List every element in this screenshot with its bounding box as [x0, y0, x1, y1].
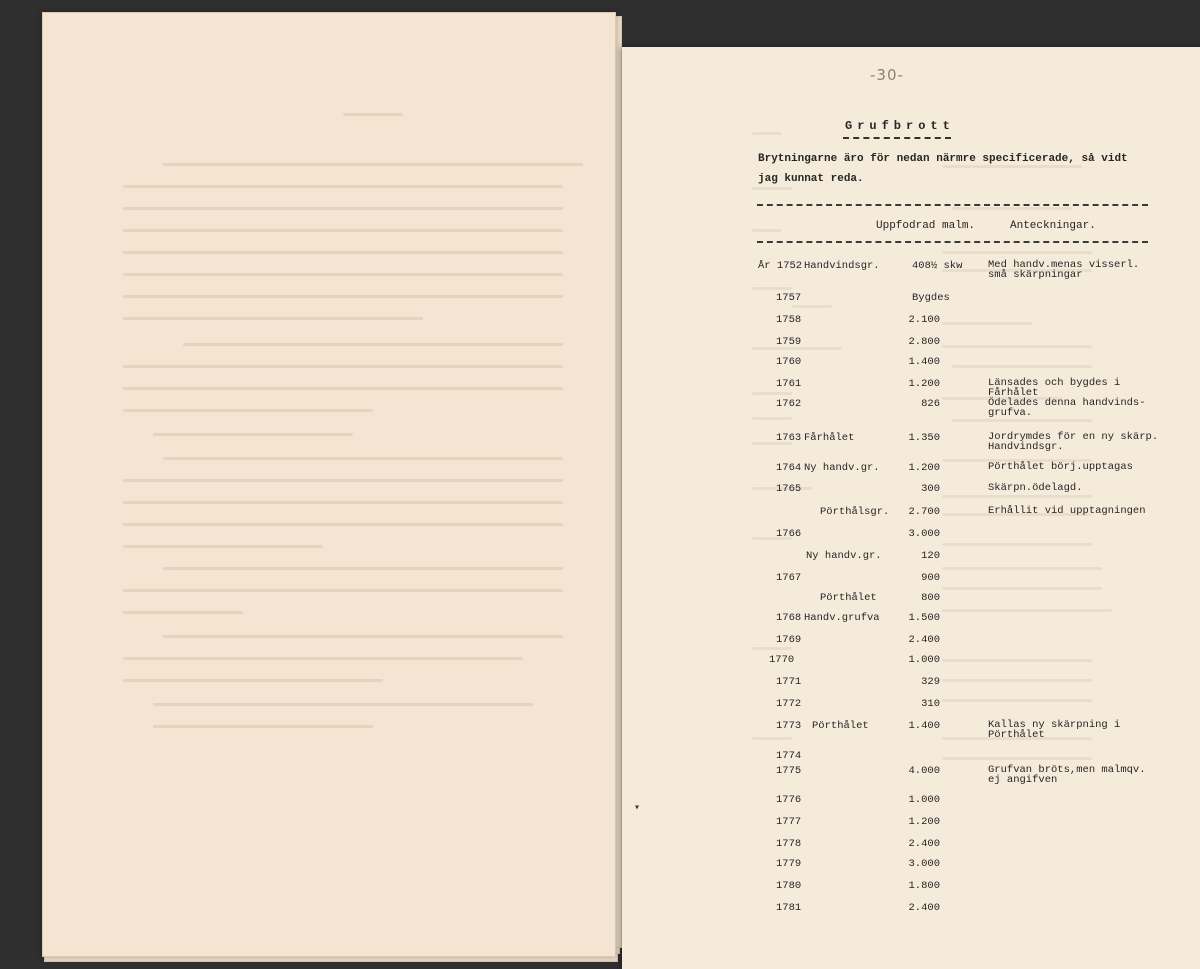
bleed-line [752, 647, 792, 650]
row-year: 1772 [776, 698, 802, 710]
bleed-line [163, 163, 583, 166]
row-amount: 1.000 [908, 654, 941, 666]
left-page [42, 12, 616, 957]
row-amount: 1.200 [908, 378, 941, 390]
bleed-line [123, 611, 243, 614]
bleed-line [752, 737, 792, 740]
row-year: 1769 [776, 634, 802, 646]
row-place: Pörthålsgr. [820, 506, 890, 518]
row-year: 1766 [776, 528, 802, 540]
bleed-line [942, 757, 1092, 760]
bleed-line [163, 457, 563, 460]
row-amount: 2.700 [908, 506, 941, 518]
bleed-line [163, 567, 563, 570]
row-year: 1777 [776, 816, 802, 828]
bleed-line [942, 345, 1092, 348]
bleed-line [153, 433, 353, 436]
row-note-line: Länsades och bygdes i [988, 377, 1121, 389]
row-amount: 300 [921, 483, 940, 495]
bleed-line [123, 365, 563, 368]
row-note-line: Fårhålet [988, 387, 1039, 399]
bleed-line [752, 417, 792, 420]
page-number: -30- [870, 66, 904, 84]
bleed-line [952, 419, 1092, 422]
row-place: Pörthålet [820, 592, 877, 604]
bleed-line [942, 322, 1032, 325]
bleed-line [942, 699, 1092, 702]
row-note-line: Kallas ny skärpning i [988, 719, 1121, 731]
row-year: 1764 [776, 462, 802, 474]
row-year: År 1752 [758, 260, 803, 272]
row-year: 1781 [776, 902, 802, 914]
row-year: 1774 [776, 750, 802, 762]
row-amount: 2.800 [908, 336, 941, 348]
bleed-line [123, 251, 563, 254]
row-amount: 800 [921, 592, 940, 604]
row-amount: 2.100 [908, 314, 941, 326]
column-header-ore: Uppfodrad malm. [876, 220, 976, 232]
row-place: Ny handv.gr. [804, 462, 880, 474]
row-note [988, 432, 1158, 452]
bleed-line [123, 523, 563, 526]
row-amount: 1.200 [908, 462, 941, 474]
bleed-line [792, 305, 832, 308]
bleed-line [123, 501, 563, 504]
row-note [988, 398, 1146, 418]
row-note [988, 483, 1083, 493]
row-amount: 329 [921, 676, 940, 688]
row-amount: 2.400 [908, 838, 941, 850]
row-note-line: Jordrymdes för en ny skärp. [988, 431, 1159, 443]
row-note-line: Erhållit vid upptagningen [988, 505, 1146, 517]
table-header-rule [757, 241, 1148, 243]
row-note [988, 720, 1120, 740]
row-amount: 1.400 [908, 720, 941, 732]
row-amount: 826 [921, 398, 940, 410]
bleed-line [183, 343, 563, 346]
page-title: Grufbrott [845, 119, 955, 133]
bleed-line [952, 207, 1072, 210]
row-year: 1757 [776, 292, 802, 304]
bleed-line [942, 495, 1092, 498]
row-note [988, 260, 1139, 280]
intro-line: Brytningarne äro för nedan närmre specificerade, så vidt [758, 153, 1128, 165]
row-year: 1771 [776, 676, 802, 688]
bleed-line [942, 587, 1102, 590]
row-year: 1778 [776, 838, 802, 850]
row-note-line: Grufvan bröts,men malmqv. [988, 764, 1146, 776]
bleed-through-text [43, 13, 615, 956]
margin-mark: ▾ [634, 803, 641, 814]
row-amount: 4.000 [908, 765, 941, 777]
row-amount: 1.500 [908, 612, 941, 624]
bleed-line [752, 132, 782, 135]
row-note-line: Skärpn.ödelagd. [988, 482, 1083, 494]
row-note [988, 462, 1133, 472]
bleed-line [752, 392, 792, 395]
bleed-line [123, 317, 423, 320]
row-place: Pörthålet [812, 720, 869, 732]
bleed-line [153, 725, 373, 728]
row-year: 1762 [776, 398, 802, 410]
row-amount: 3.000 [908, 528, 941, 540]
row-note-line: små skärpningar [988, 269, 1083, 281]
row-note-line: Handvindsgr. [988, 441, 1064, 453]
row-year: 1779 [776, 858, 802, 870]
bleed-line [123, 409, 373, 412]
bleed-line [752, 229, 782, 232]
row-year: 1765 [776, 483, 802, 495]
bleed-line [942, 679, 1092, 682]
row-amount: 1.200 [908, 816, 941, 828]
row-amount: 1.800 [908, 880, 941, 892]
table-top-rule [757, 204, 1148, 206]
bleed-line [123, 229, 563, 232]
row-amount: 2.400 [908, 634, 941, 646]
column-header-notes: Anteckningar. [1010, 220, 1096, 232]
bleed-line [952, 365, 1092, 368]
bleed-line [123, 679, 383, 682]
bleed-line [123, 387, 563, 390]
bleed-line [123, 589, 563, 592]
row-amount: 2.400 [908, 902, 941, 914]
bleed-line [123, 273, 563, 276]
row-year: 1761 [776, 378, 802, 390]
row-amount: 3.000 [908, 858, 941, 870]
bleed-line [942, 609, 1112, 612]
bleed-line [942, 251, 1092, 254]
row-amount: 1.400 [908, 356, 941, 368]
row-amount: Bygdes [912, 292, 950, 304]
bleed-line [942, 567, 1102, 570]
intro-line: jag kunnat reda. [758, 173, 864, 185]
title-underline [843, 137, 951, 139]
bleed-line [123, 545, 323, 548]
bleed-line [163, 635, 563, 638]
bleed-line [123, 479, 563, 482]
bleed-line [153, 703, 533, 706]
row-year: 1767 [776, 572, 802, 584]
row-amount: 120 [921, 550, 940, 562]
row-note-line: Pörthålet [988, 729, 1045, 741]
row-note [988, 378, 1120, 398]
row-note-line: Med handv.menas visserl. [988, 259, 1140, 271]
bleed-line [752, 287, 792, 290]
row-year: 1775 [776, 765, 802, 777]
bleed-line [123, 295, 563, 298]
bleed-line [343, 113, 403, 116]
row-place: Fårhålet [804, 432, 855, 444]
bleed-line [942, 543, 1092, 546]
row-amount: 408½ skw [912, 260, 963, 272]
row-place: Ny handv.gr. [806, 550, 882, 562]
row-year: 1759 [776, 336, 802, 348]
bleed-line [123, 657, 523, 660]
row-year: 1770 [769, 654, 795, 666]
row-year: 1776 [776, 794, 802, 806]
row-year: 1768 [776, 612, 802, 624]
bleed-line [942, 165, 1082, 168]
row-year: 1763 [776, 432, 802, 444]
row-note [988, 506, 1146, 516]
row-amount: 1.350 [908, 432, 941, 444]
row-year: 1760 [776, 356, 802, 368]
row-note-line: Ödelades denna handvinds- [988, 397, 1146, 409]
row-year: 1780 [776, 880, 802, 892]
bleed-line [942, 659, 1092, 662]
row-place: Handv.grufva [804, 612, 880, 624]
bleed-line [752, 187, 792, 190]
row-note-line: Pörthålet börj.upptagas [988, 461, 1133, 473]
row-year: 1758 [776, 314, 802, 326]
row-year: 1773 [776, 720, 802, 732]
row-amount: 900 [921, 572, 940, 584]
bleed-line [123, 207, 563, 210]
row-note-line: grufva. [988, 407, 1033, 419]
row-note-line: ej angifven [988, 774, 1058, 786]
row-amount: 1.000 [908, 794, 941, 806]
bleed-line [123, 185, 563, 188]
row-place: Handvindsgr. [804, 260, 880, 272]
row-amount: 310 [921, 698, 940, 710]
row-note [988, 765, 1146, 785]
